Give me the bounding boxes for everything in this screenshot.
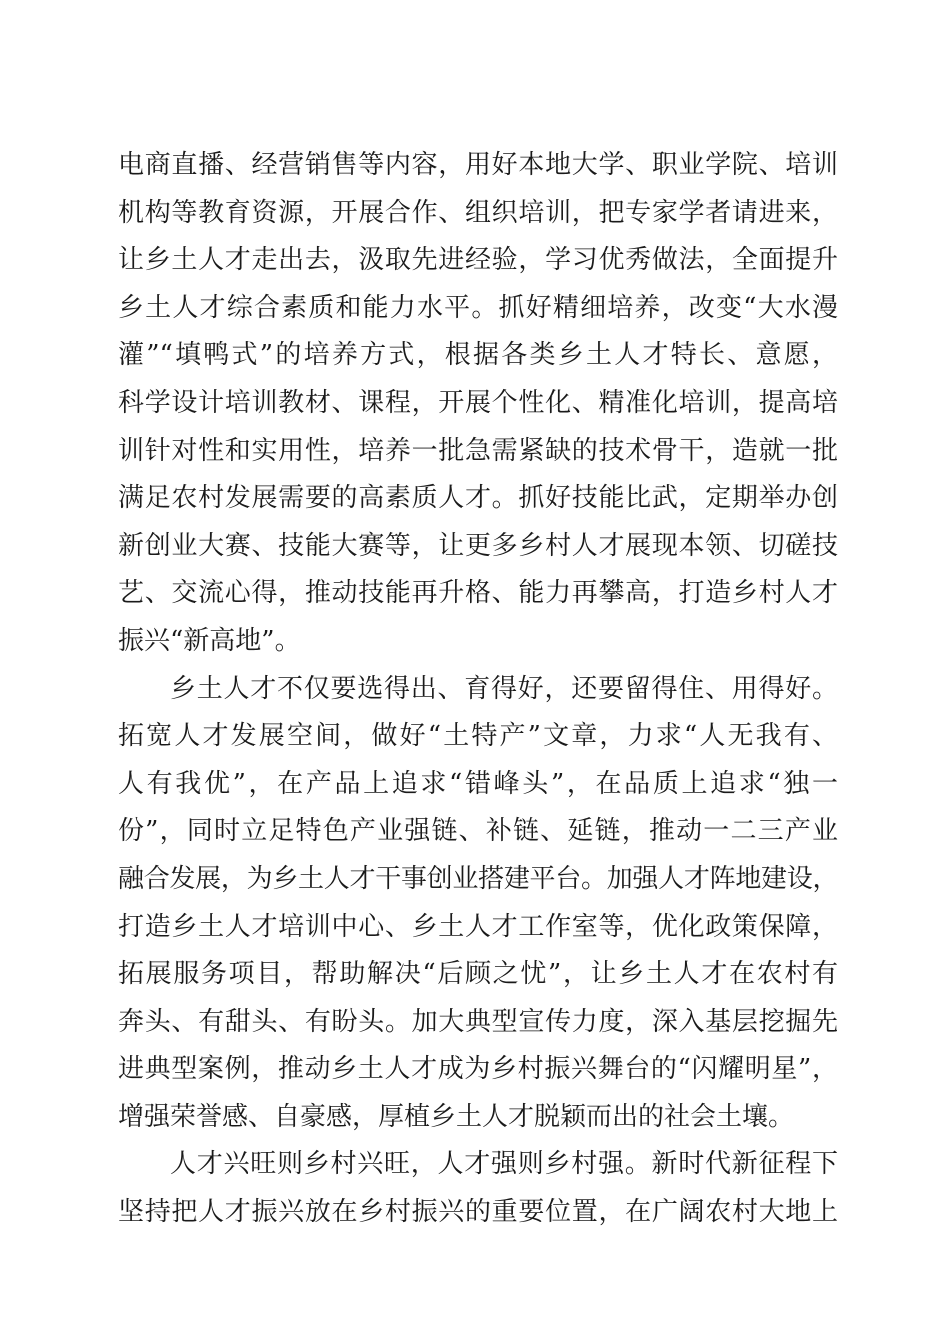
text-line: 乡土人才综合素质和能力水平。抓好精细培养，改变“大水漫 — [118, 292, 838, 323]
text-line: 坚持把人才振兴放在乡村振兴的重要位置，在广阔农村大地上 — [118, 1197, 838, 1228]
text-line: 训针对性和实用性，培养一批急需紧缺的技术骨干，造就一批 — [118, 435, 838, 466]
text-line: 拓宽人才发展空间，做好“土特产”文章，力求“人无我有、 — [118, 721, 838, 752]
text-line: 奔头、有甜头、有盼头。加大典型宣传力度，深入基层挖掘先 — [118, 1006, 838, 1037]
text-line: 电商直播、经营销售等内容，用好本地大学、职业学院、培训 — [118, 150, 838, 180]
text-line: 艺、交流心得，推动技能再升格、能力再攀高，打造乡村人才 — [118, 578, 838, 609]
text-line: 科学设计培训教材、课程，开展个性化、精准化培训，提高培 — [118, 387, 838, 418]
body-text — [118, 142, 838, 1237]
text-line: 人才兴旺则乡村兴旺，人才强则乡村强。新时代新征程下 — [170, 1149, 838, 1180]
text-line: 拓展服务项目，帮助解决“后顾之忧”，让乡土人才在农村有 — [118, 959, 838, 990]
text-line: 增强荣誉感、自豪感，厚植乡土人才脱颖而出的社会土壤。 — [118, 1101, 795, 1132]
text-line: 新创业大赛、技能大赛等，让更多乡村人才展现本领、切磋技 — [118, 530, 838, 561]
text-line: 满足农村发展需要的高素质人才。抓好技能比武，定期举办创 — [118, 483, 838, 514]
text-line: 灌”“填鸭式”的培养方式，根据各类乡土人才特长、意愿， — [118, 340, 838, 371]
text-line: 份”，同时立足特色产业强链、补链、延链，推动一二三产业 — [118, 816, 838, 847]
text-line: 人有我优”，在产品上追求“错峰头”，在品质上追求“独一 — [118, 768, 838, 799]
text-line: 进典型案例，推动乡土人才成为乡村振兴舞台的“闪耀明星”， — [118, 1054, 838, 1085]
text-line: 乡土人才不仅要选得出、育得好，还要留得住、用得好。 — [170, 673, 838, 704]
text-line: 机构等教育资源，开展合作、组织培训，把专家学者请进来， — [118, 197, 838, 228]
text-line: 振兴“新高地”。 — [118, 625, 301, 656]
text-line: 融合发展，为乡土人才干事创业搭建平台。加强人才阵地建设， — [118, 863, 838, 894]
text-line: 打造乡土人才培训中心、乡土人才工作室等，优化政策保障， — [118, 911, 838, 942]
text-line: 让乡土人才走出去，汲取先进经验，学习优秀做法，全面提升 — [118, 245, 838, 276]
